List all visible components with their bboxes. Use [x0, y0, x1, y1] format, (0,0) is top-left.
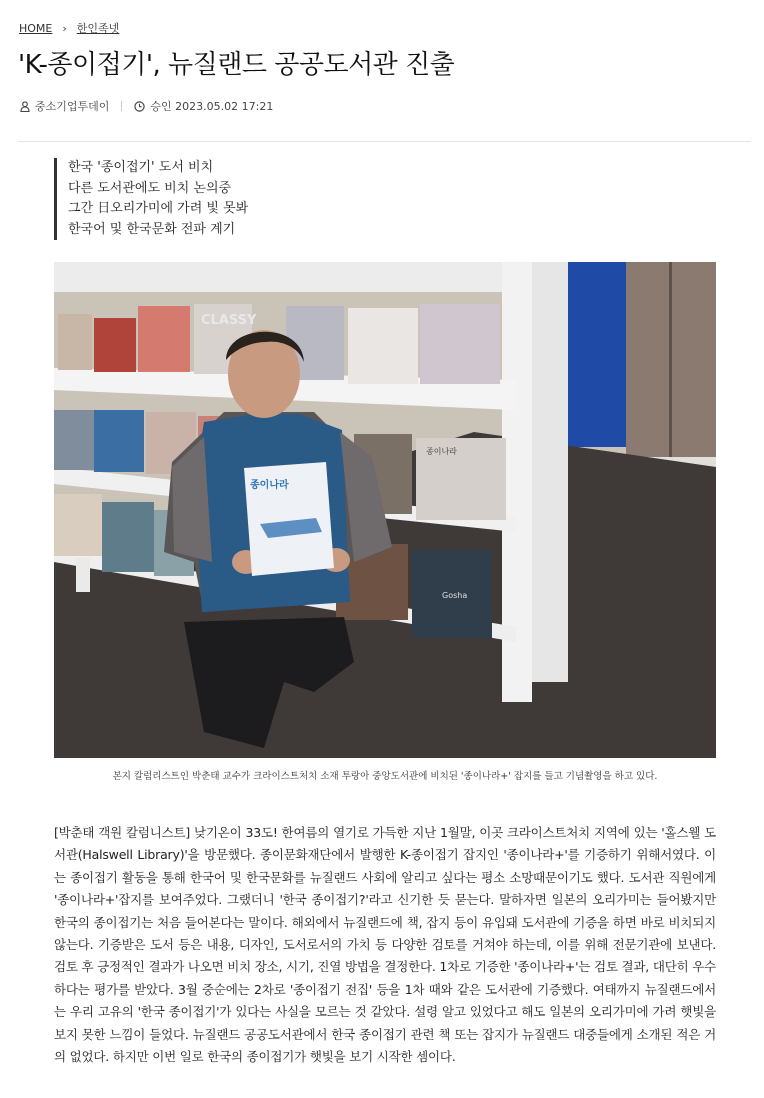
user-icon: [20, 101, 30, 112]
breadcrumb-section-link[interactable]: 한인족넷: [76, 22, 120, 35]
photo-illustration: [54, 262, 716, 758]
approved-time-text: 승인 2023.05.02 17:21: [150, 100, 274, 113]
held-magazine-title: 종이나라: [250, 480, 289, 491]
subheading: 한국 '종이접기' 도서 비치: [68, 160, 214, 175]
page-title: 'K-종이접기', 뉴질랜드 공공도서관 진출: [18, 50, 455, 80]
chevron-right-icon: ›: [62, 21, 67, 35]
article-body: [박춘태 객원 칼럼니스트] 낮기온이 33도! 한여름의 열기로 가득한 지난 1월말, 이곳 크라이스트처치 지역에 있는 '홀스웰 도서관(Halswell Library)'을 방문했다. 종이문화재단에서 발행한 K-종이접기 잡지인 '종이나라+'를 기증하기 위해서였다. 이는 종이접기 활동을 통해 한국어 및 한국문화를 뉴질랜드 사회에 알리고 싶다는 평소 소망때문이기도 했다. 도서관 직원에게 '종이나라+'잡지를 보여주었다. 그랬더니 '한국 종이접기?'라고 신기한 듯 묻는다. 말하자면 일본의 오리가미는 들어봤지만 한국의 종이접기는 처음 들어본다는 말이다. 해외에서 뉴질랜드에 책, 잡지 등이 유입돼 도서관에 기증을 하면 바로 비치되지 않는다. 기증받은 도서 등은 내용, 디자인, 도서로서의 가치 등 다양한 검토를 거쳐야 하는데, 이를 위해 전문기관에 보낸다. 검토 후 긍정적인 결과가 나오면 비치 장소, 시기, 진열 방법을 결정한다. 1차로 기증한 '종이나라+'는 검토 결과, 대단히 우수하다는 평가를 받았다. 3월 중순에는 2차로 '종이접기 전집' 등을 1차 때와 같은 도서관에 기증했다. 여태까지 뉴질랜드에서는 우리 고유의 '한국 종이접기'가 있다는 사실을 모르는 것 같았다. 설령 알고 있었다고 해도 일본의 오리가미에 가려 햇빛을 보지 못한 느낌이 들었다. 뉴질랜드 공공도서관에서 한국 종이접기 관련 책 또는 잡지가 뉴질랜드 대중들에게 소개된 적은 거의 없었다. 하지만 이번 일로 한국의 종이접기가 햇빛을 보기 시작한 셈이다.: [54, 825, 716, 1065]
subheading: 한국어 및 한국문화 전파 계기: [68, 221, 236, 237]
breadcrumb-home-link[interactable]: HOME: [19, 21, 53, 35]
magazine-cover-text: CLASSY: [201, 313, 257, 328]
photo-caption: 본지 칼럼리스트인 박춘태 교수가 크라이스트처치 소재 투랑아 중앙도서관에 비치된 '종이나라+' 잡지를 들고 기념촬영을 하고 있다.: [112, 771, 658, 782]
header-divider: [18, 141, 751, 142]
subheading: 그간 日오리가미에 가려 빛 못봐: [68, 201, 249, 216]
approved-time: [134, 98, 273, 114]
magazine-cover-text: Gosha: [442, 591, 468, 600]
subheadings: [54, 158, 248, 240]
author-byline: [20, 98, 109, 114]
breadcrumb: [19, 20, 119, 36]
article-meta: [20, 98, 273, 114]
subheading: 다른 도서관에도 비치 논의중: [68, 180, 232, 196]
article-photo: [54, 262, 716, 758]
clock-icon: [134, 101, 145, 112]
magazine-cover-text: 종이나라: [426, 447, 457, 456]
meta-divider: [121, 101, 122, 111]
author-name: 중소기업투데이: [35, 100, 110, 113]
